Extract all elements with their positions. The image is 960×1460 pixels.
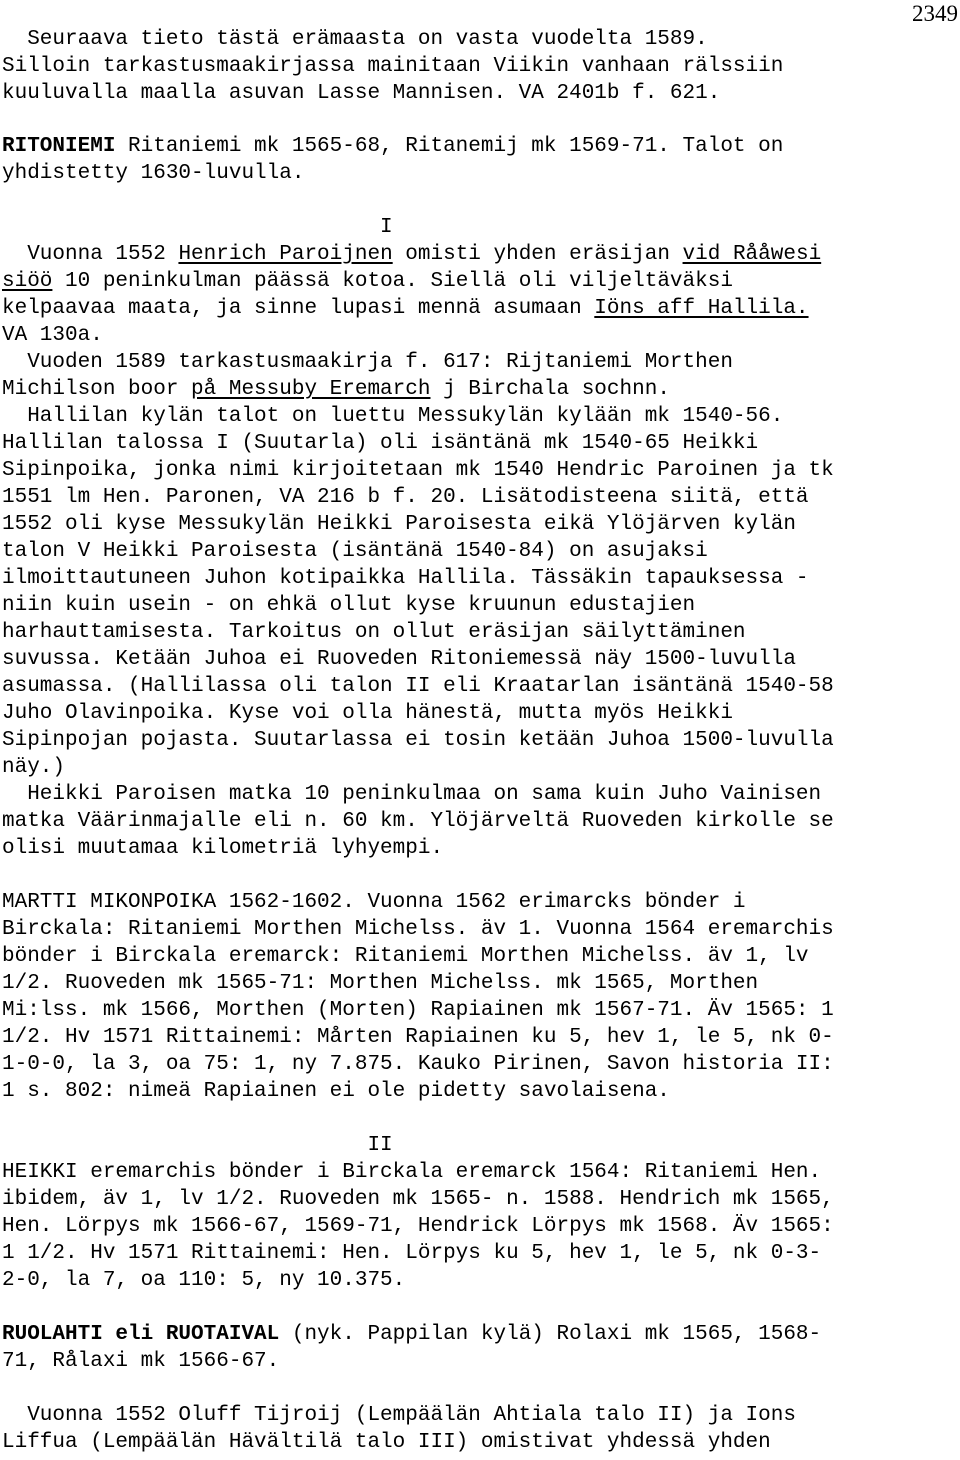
text-line — [2, 1267, 405, 1294]
text-line — [2, 403, 783, 430]
text-run: MARTTI MIKONPOIKA 1562-1602. Vuonna 1562 erimarcks bönder i — [2, 891, 746, 914]
underlined-text: vid Rååwesi — [682, 243, 822, 266]
text-line — [2, 1240, 821, 1267]
text-run: 1-0-0, la 3, oa 75: 1, ny 7.875. Kauko Pirinen, Savon historia II: — [2, 1053, 834, 1076]
text-run: Sipinpoika, jonka nimi kirjoitetaan mk 1540 Hendric Paroinen ja tk — [2, 459, 834, 482]
text-line — [2, 754, 65, 781]
text-line — [2, 1321, 821, 1348]
text-run: asumassa. (Hallilassa oli talon II eli Kraatarlan isäntänä 1540-58 — [2, 675, 834, 698]
text-run: talon V Heikki Paroisesta (isäntänä 1540-84) on asujaksi — [2, 540, 708, 563]
bold-heading-text: RUOLAHTI eli RUOTAIVAL — [2, 1323, 280, 1346]
page-number: 2349 — [912, 1, 958, 26]
text-run: j Birchala sochnn. — [430, 378, 670, 401]
text-line — [2, 295, 809, 322]
text-run: Juho Olavinpoika. Kyse voi olla hänestä, mutta myös Heikki — [2, 702, 733, 725]
text-line — [2, 1348, 279, 1375]
text-run: Hallilan talossa I (Suutarla) oli isäntänä mk 1540-65 Heikki — [2, 432, 759, 455]
text-run: yhdistetty 1630-luvulla. — [2, 162, 305, 185]
text-run: Ritaniemi mk 1565-68, Ritanemij mk 1569-71. Talot on — [115, 135, 784, 158]
text-run: Hallilan kylän talot on luettu Messukylän kylään mk 1540-56. — [2, 405, 784, 428]
text-line — [2, 943, 809, 970]
text-line — [2, 835, 443, 862]
text-line — [2, 1213, 834, 1240]
text-line — [2, 700, 733, 727]
text-line — [2, 997, 834, 1024]
text-line — [2, 80, 720, 107]
text-run: harhauttamisesta. Tarkoitus on ollut eräsijan säilyttäminen — [2, 621, 746, 644]
text-line — [2, 808, 834, 835]
text-run: olisi muutamaa kilometriä lyhyempi. — [2, 837, 444, 860]
text-run: Vuonna 1552 — [2, 243, 179, 266]
text-run: HEIKKI eremarchis bönder i Birckala eremarck 1564: Ritaniemi Hen. — [2, 1161, 822, 1184]
text-run: Hen. Lörpys mk 1566-67, 1569-71, Hendrick Lörpys mk 1568. Äv 1565: — [2, 1215, 834, 1238]
text-line — [2, 1132, 393, 1159]
text-run: bönder i Birckala eremarck: Ritaniemi Morthen Michelss. äv 1, lv — [2, 945, 809, 968]
text-run: Vuonna 1552 Oluff Tijroij (Lempäälän Ahtiala talo II) ja Ions — [2, 1404, 796, 1427]
text-run: Silloin tarkastusmaakirjassa mainitaan Viikin vanhaan rälssiin — [2, 55, 784, 78]
text-line — [2, 214, 393, 241]
text-line — [2, 457, 834, 484]
text-run: 1/2. Ruoveden mk 1565-71: Morthen Michelss. mk 1565, Morthen — [2, 972, 759, 995]
text-run: (nyk. Pappilan kylä) Rolaxi mk 1565, 1568- — [279, 1323, 822, 1346]
text-run: matka Väärinmajalle eli n. 60 km. Ylöjärveltä Ruoveden kirkolle se — [2, 810, 834, 833]
underlined-text: siöö — [2, 270, 53, 293]
text-line — [2, 26, 708, 53]
text-line — [2, 619, 746, 646]
text-run: 2-0, la 7, oa 110: 5, ny 10.375. — [2, 1269, 406, 1292]
text-run: kelpaavaa maata, ja sinne lupasi mennä asumaan — [2, 297, 595, 320]
text-line — [2, 916, 834, 943]
text-line — [2, 133, 783, 160]
text-line — [2, 511, 796, 538]
text-line — [2, 268, 733, 295]
text-line — [2, 430, 758, 457]
text-line — [2, 565, 809, 592]
text-line — [2, 1402, 796, 1429]
text-line — [2, 781, 821, 808]
text-run: Sipinpojan pojasta. Suutarlassa ei tosin ketään Juhoa 1500-luvulla — [2, 729, 834, 752]
text-run: kuuluvalla maalla asuvan Lasse Mannisen. VA 2401b f. 621. — [2, 82, 721, 105]
text-run: 1 s. 802: nimeä Rapiainen ei ole pidetty savolaisena. — [2, 1080, 670, 1103]
text-run: 1551 lm Hen. Paronen, VA 216 b f. 20. Lisätodisteena siitä, että — [2, 486, 809, 509]
text-run: Vuoden 1589 tarkastusmaakirja f. 617: Rijtaniemi Morthen — [2, 351, 733, 374]
text-line — [2, 160, 304, 187]
text-line — [2, 484, 809, 511]
text-run: suvussa. Ketään Juhoa ei Ruoveden Ritoniemessä näy 1500-luvulla — [2, 648, 796, 671]
text-run: omisti yhden eräsijan — [392, 243, 683, 266]
text-line — [2, 889, 746, 916]
text-line — [2, 322, 103, 349]
text-line — [2, 1186, 834, 1213]
text-line — [2, 646, 796, 673]
text-line — [2, 970, 758, 997]
text-line — [2, 1024, 834, 1051]
text-run: I — [2, 216, 393, 239]
underlined-text: Henrich Paroijnen — [178, 243, 393, 266]
underlined-text: på Messuby Eremarch — [191, 378, 431, 401]
text-run: 1552 oli kyse Messukylän Heikki Paroisesta eikä Ylöjärven kylän — [2, 513, 796, 536]
text-line — [2, 592, 695, 619]
text-run: Heikki Paroisen matka 10 peninkulmaa on sama kuin Juho Vainisen — [2, 783, 822, 806]
text-run: Liffua (Lempäälän Hävältilä talo III) omistivat yhdessä yhden — [2, 1431, 771, 1454]
text-run: Seuraava tieto tästä erämaasta on vasta vuodelta 1589. — [2, 28, 708, 51]
text-run: näy.) — [2, 756, 66, 779]
text-run: VA 130a. — [2, 324, 103, 347]
text-line — [2, 727, 834, 754]
text-run: Michilson boor — [2, 378, 192, 401]
text-run: niin kuin usein - on ehkä ollut kyse kruunun edustajien — [2, 594, 696, 617]
text-line — [2, 349, 733, 376]
text-line — [2, 1078, 670, 1105]
text-line — [2, 53, 783, 80]
text-run: 1 1/2. Hv 1571 Rittainemi: Hen. Lörpys ku 5, hev 1, le 5, nk 0-3- — [2, 1242, 822, 1265]
text-run: Mi:lss. mk 1566, Morthen (Morten) Rapiainen mk 1567-71. Äv 1565: 1 — [2, 999, 834, 1022]
text-line — [2, 673, 834, 700]
text-line — [2, 376, 670, 403]
text-run: ibidem, äv 1, lv 1/2. Ruoveden mk 1565- n. 1588. Hendrich mk 1565, — [2, 1188, 834, 1211]
text-line — [2, 538, 708, 565]
text-run: ilmoittautuneen Juhon kotipaikka Hallila. Tässäkin tapauksessa - — [2, 567, 809, 590]
text-line — [2, 1051, 834, 1078]
text-run: 10 peninkulman päässä kotoa. Siellä oli viljeltäväksi — [52, 270, 733, 293]
bold-heading-text: RITONIEMI — [2, 135, 116, 158]
text-run: 1/2. Hv 1571 Rittainemi: Mårten Rapiainen ku 5, hev 1, le 5, nk 0- — [2, 1026, 834, 1049]
text-line — [2, 241, 821, 268]
text-line — [2, 1429, 771, 1456]
underlined-text: Iöns aff Hallila. — [594, 297, 809, 320]
text-line — [2, 1159, 821, 1186]
text-run: II — [2, 1134, 393, 1157]
text-run: Birckala: Ritaniemi Morthen Michelss. äv 1. Vuonna 1564 eremarchis — [2, 918, 834, 941]
text-run: 71, Rålaxi mk 1566-67. — [2, 1350, 280, 1373]
